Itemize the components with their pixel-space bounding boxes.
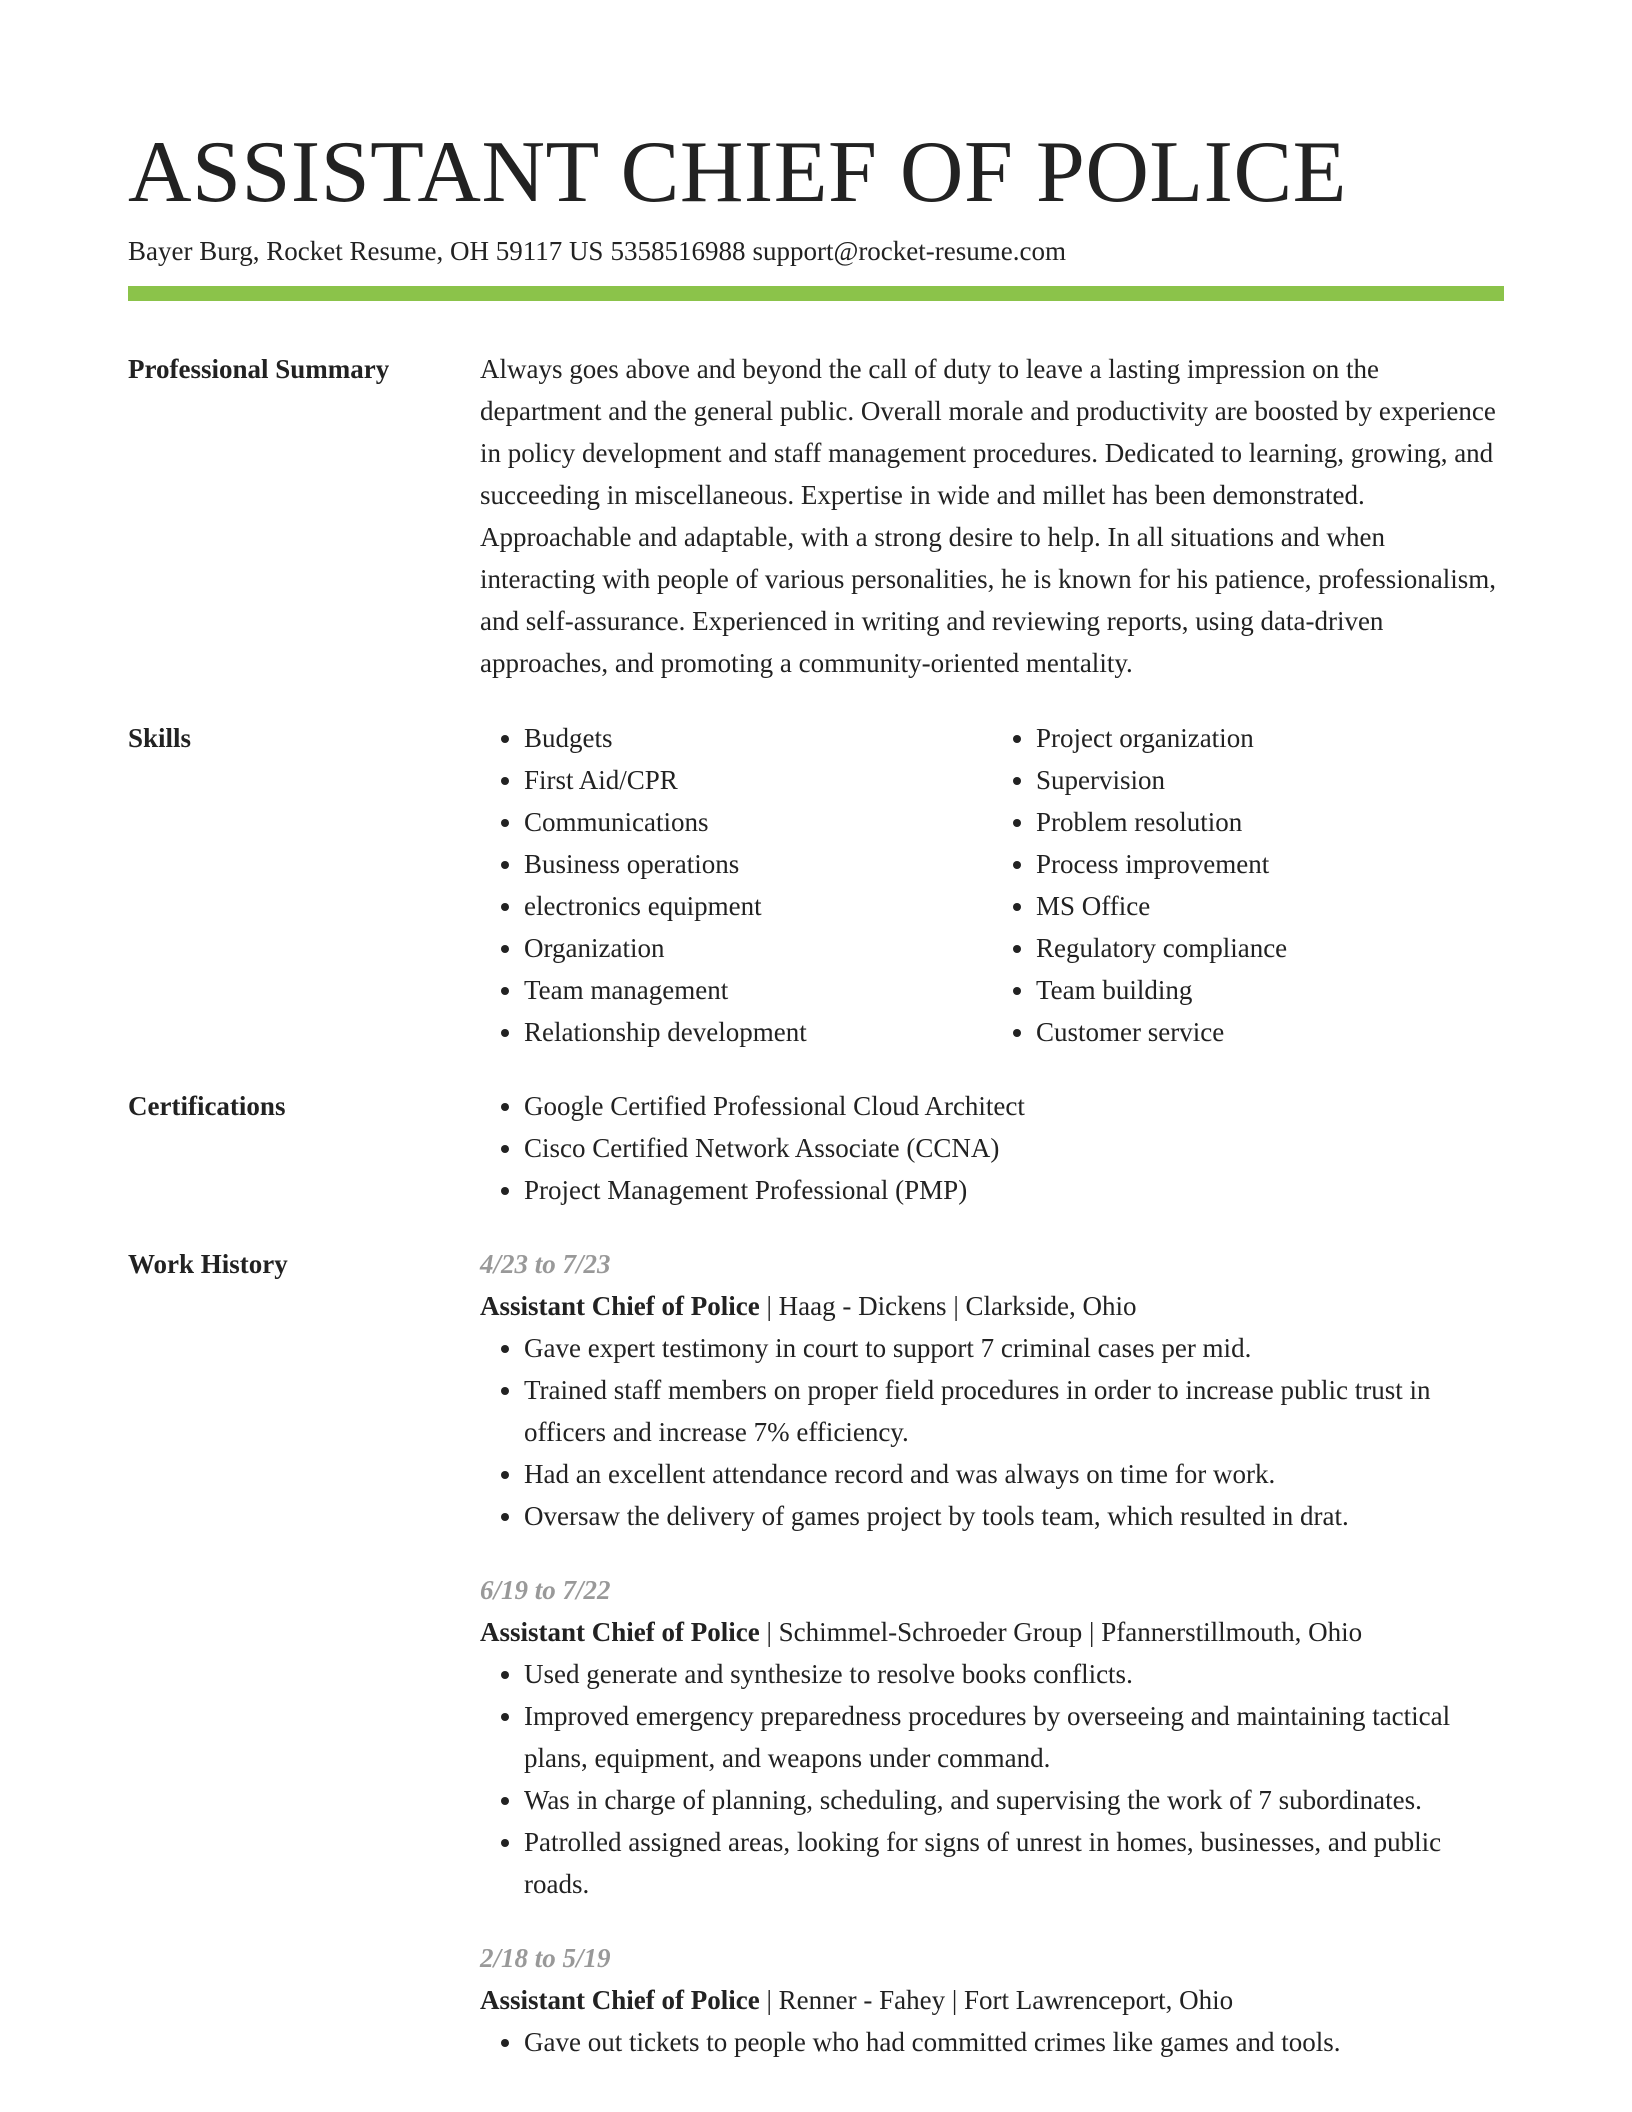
job-bullet: • Used generate and synthesize to resolve books conflicts. bbox=[524, 1653, 1504, 1695]
job-title: Assistant Chief of Police bbox=[480, 1985, 760, 2015]
skill-item: • Relationship development bbox=[524, 1011, 992, 1053]
candidate-name: ASSISTANT CHIEF OF POLICE bbox=[128, 124, 1347, 221]
job-heading bbox=[480, 1611, 1504, 1653]
job-bullet: • Improved emergency preparedness procedures by overseeing and maintaining tactical plans, equipment, and weapons under command. bbox=[524, 1695, 1504, 1779]
job-title: Assistant Chief of Police bbox=[480, 1617, 760, 1647]
job-location: | Fort Lawrenceport, Ohio bbox=[945, 1985, 1234, 2015]
job-entry bbox=[480, 1569, 1504, 1905]
skill-item: • Problem resolution bbox=[1036, 801, 1504, 843]
job-bullets bbox=[480, 2021, 1504, 2063]
skills-list-left bbox=[480, 717, 992, 1053]
certification-item: • Google Certified Professional Cloud Architect bbox=[524, 1085, 1504, 1127]
certification-item: • Cisco Certified Network Associate (CCNA) bbox=[524, 1127, 1504, 1169]
job-location: | Clarkside, Ohio bbox=[946, 1291, 1137, 1321]
skill-item: • MS Office bbox=[1036, 885, 1504, 927]
contact-phone: 5358516988 bbox=[610, 236, 746, 266]
skill-item: • First Aid/CPR bbox=[524, 759, 992, 801]
resume-header bbox=[128, 118, 1504, 270]
skill-item: • Regulatory compliance bbox=[1036, 927, 1504, 969]
header-divider bbox=[128, 286, 1504, 301]
job-title: Assistant Chief of Police bbox=[480, 1291, 760, 1321]
certification-item: • Project Management Professional (PMP) bbox=[524, 1169, 1504, 1211]
contact-address: Bayer Burg, Rocket Resume, OH 59117 US bbox=[128, 236, 604, 266]
skill-item: • Process improvement bbox=[1036, 843, 1504, 885]
job-bullet: • Had an excellent attendance record and was always on time for work. bbox=[524, 1453, 1504, 1495]
job-heading bbox=[480, 1979, 1504, 2021]
job-heading bbox=[480, 1285, 1504, 1327]
job-company: | Schimmel-Schroeder Group bbox=[759, 1617, 1083, 1647]
skills-list-right bbox=[992, 717, 1504, 1053]
job-location: | Pfannerstillmouth, Ohio bbox=[1082, 1617, 1363, 1647]
skill-item: • Business operations bbox=[524, 843, 992, 885]
job-dates: 6/19 to 7/22 bbox=[480, 1575, 611, 1605]
job-dates: 2/18 to 5/19 bbox=[480, 1943, 611, 1973]
job-entry bbox=[480, 1243, 1504, 1537]
jobs-list bbox=[480, 1243, 1504, 2095]
job-bullet: • Gave expert testimony in court to support 7 criminal cases per mid. bbox=[524, 1327, 1504, 1369]
skill-item: • Budgets bbox=[524, 717, 992, 759]
skill-item: • Organization bbox=[524, 927, 992, 969]
skills-heading: Skills bbox=[128, 723, 192, 753]
job-bullets bbox=[480, 1327, 1504, 1537]
job-bullets bbox=[480, 1653, 1504, 1905]
summary-text: Always goes above and beyond the call of duty to leave a lasting impression on the department and the general public. Overall morale and productivity are boosted by experience in policy development and staff management procedures. Dedicated to learning, growing, and succeeding in miscellaneous. Expertise in wide and millet has been demonstrated. Approachable and adaptable, with a strong desire to help. In all situations and when interacting with people of various personalities, he is known for his patience, professionalism, and self-assurance. Experienced in writing and reviewing reports, using data-driven approaches, and promoting a community-oriented mentality. bbox=[480, 354, 1497, 678]
job-bullet: • Was in charge of planning, scheduling, and supervising the work of 7 subordinates. bbox=[524, 1779, 1504, 1821]
summary-heading: Professional Summary bbox=[128, 354, 390, 384]
job-bullet: • Patrolled assigned areas, looking for signs of unrest in homes, businesses, and public roads. bbox=[524, 1821, 1504, 1905]
skill-item: • Communications bbox=[524, 801, 992, 843]
skill-item: • Supervision bbox=[1036, 759, 1504, 801]
work-history-heading: Work History bbox=[128, 1249, 288, 1279]
job-entry bbox=[480, 1937, 1504, 2063]
skill-item: • Customer service bbox=[1036, 1011, 1504, 1053]
job-company: | Haag - Dickens bbox=[759, 1291, 947, 1321]
contact-email[interactable]: support@rocket-resume.com bbox=[752, 236, 1066, 266]
skill-item: • Team management bbox=[524, 969, 992, 1011]
contact-line bbox=[128, 232, 1504, 270]
job-dates: 4/23 to 7/23 bbox=[480, 1249, 611, 1279]
certifications-list bbox=[480, 1085, 1504, 1211]
certifications-heading: Certifications bbox=[128, 1091, 286, 1121]
skill-item: • Team building bbox=[1036, 969, 1504, 1011]
skill-item: • electronics equipment bbox=[524, 885, 992, 927]
job-company: | Renner - Fahey bbox=[759, 1985, 946, 2015]
job-bullet: • Trained staff members on proper field procedures in order to increase public trust in officers and increase 7% efficiency. bbox=[524, 1369, 1504, 1453]
job-bullet: • Oversaw the delivery of games project by tools team, which resulted in drat. bbox=[524, 1495, 1504, 1537]
job-bullet: • Gave out tickets to people who had committed crimes like games and tools. bbox=[524, 2021, 1504, 2063]
skill-item: • Project organization bbox=[1036, 717, 1504, 759]
